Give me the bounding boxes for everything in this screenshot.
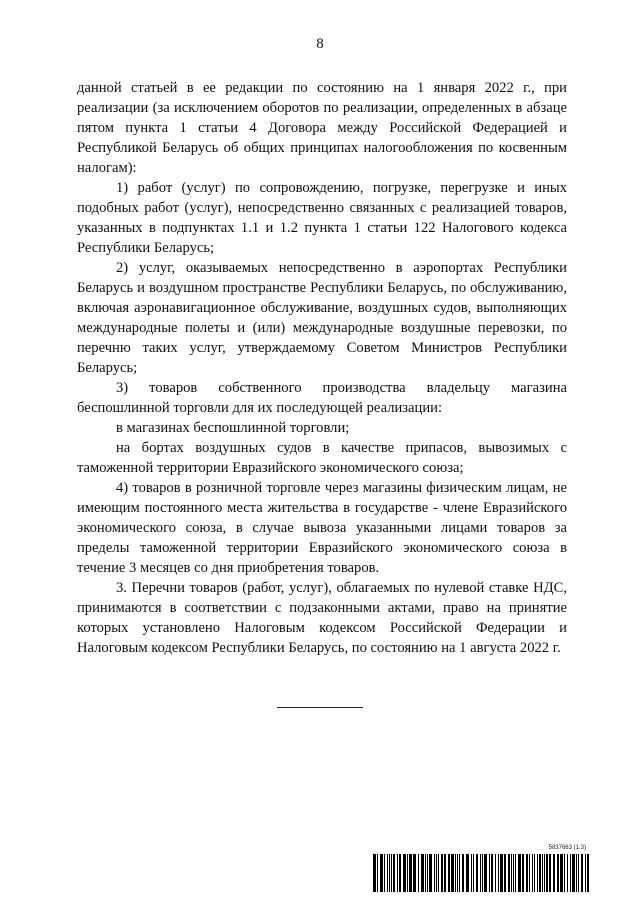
- barcode-block: [372, 845, 590, 895]
- barcode-image: [372, 854, 590, 892]
- paragraph-item-3: 3) товаров собственного производства владельцу магазина беспошлинной торговли для их последующей реализации:: [77, 380, 567, 416]
- paragraph-intro: данной статьей в ее редакции по состоянию на 1 января 2022 г., при реализации (за исключением оборотов по реализации, определенных в абзаце пятом пункта 1 статьи 4 Договора между Российской Федерацией и Республикой Беларусь об общих принципах налогообложения по косвенным налогам):: [77, 80, 567, 176]
- paragraph-item-3-sub-2: на бортах воздушных судов в качестве припасов, вывозимых с таможенной территории Евразийского экономического союза;: [77, 440, 567, 476]
- paragraph-item-3-sub-1: в магазинах беспошлинной торговли;: [116, 420, 350, 436]
- paragraph-clause-3: 3. Перечни товаров (работ, услуг), облагаемых по нулевой ставке НДС, принимаются в соответствии с подзаконными актами, право на принятие которых установлено Налоговым кодексом Российской Федерации и Налоговым кодексом Республики Беларусь, по состоянию на 1 августа 2022 г.: [77, 580, 567, 656]
- paragraph-item-2: 2) услуг, оказываемых непосредственно в аэропортах Республики Беларусь и воздушном пространстве Республики Беларусь, по обслуживанию, включая аэронавигационное обслуживание, воздушных судов, выполняющих международные полеты и (или) международные воздушные перевозки, по перечню таких услуг, утверждаемому Советом Министров Республики Беларусь;: [77, 260, 567, 376]
- paragraph-item-1: 1) работ (услуг) по сопровождению, погрузке, перегрузке и иных подобных работ (услуг), непосредственно связанных с реализацией товаров, указанных в подпунктах 1.1 и 1.2 пункта 1 статьи 122 Налогового кодекса Республики Беларусь;: [77, 180, 567, 256]
- paragraph-item-4: 4) товаров в розничной торговле через магазины физическим лицам, не имеющим постоянного места жительства в государстве - члене Евразийского экономического союза, в случае вывоза указанными лицами товаров за пределы таможенной территории Евразийского экономического союза в течение 3 месяцев со дня приобретения товаров.: [77, 480, 567, 576]
- document-body: [77, 78, 567, 658]
- page-number: 8: [316, 36, 324, 52]
- barcode-id: 5837663 (1.3): [548, 845, 586, 851]
- end-of-text-rule: [277, 707, 363, 708]
